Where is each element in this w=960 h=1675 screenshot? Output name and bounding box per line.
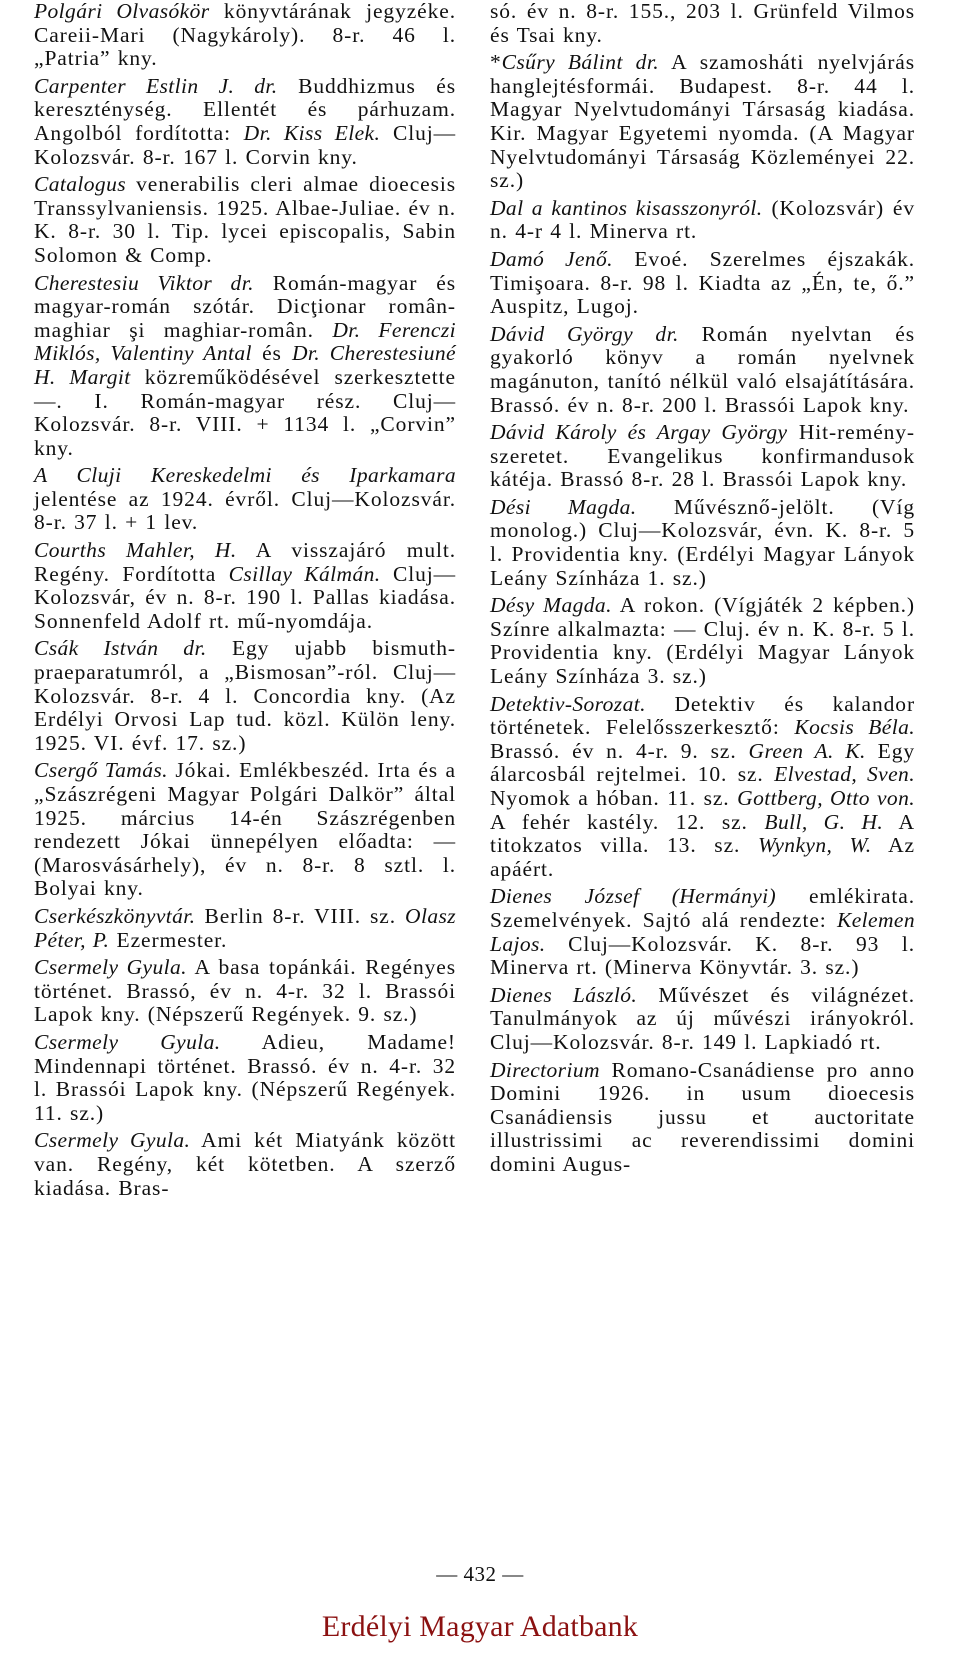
entry-italic-text: Csermely Gyula. xyxy=(34,1128,191,1153)
entry-text: Cluj—Kolozsvár, év n. 8-r. 190 l. Pallas kiadása. Sonnenfeld Adolf rt. mű-nyomdája. xyxy=(34,561,457,633)
bibliography-entry xyxy=(490,693,915,882)
entry-text: A szamosháti nyelvjárás hanglejtésformái. Budapest. 8-r. 44 l. Magyar Nyelvtudományi Társaság kiadása. Kir. Magyar Egyetemi nyomda. (A Magyar Nyelvtudományi Társaság Közleményei 22. sz.) xyxy=(490,50,915,193)
entry-italic-text: A Cluji Kereskedelmi és Iparkamara xyxy=(34,463,456,488)
entry-italic-text: Dienes László. xyxy=(490,982,638,1007)
entry-italic-text: Dávid Károly és Argay György xyxy=(490,420,788,445)
entry-italic-text: Detektiv-Sorozat. xyxy=(490,691,646,716)
entry-italic-text: Kelemen Lajos. xyxy=(490,907,915,956)
entry-text: Ezermester. xyxy=(109,927,228,952)
entry-italic-text: Catalogus xyxy=(34,172,127,197)
entry-text: Egy ujabb bismuth-praeparatumról, a „Bismosan”-ról. Cluj—Kolozsvár. 8-r. 4 l. Concordia kny. (Az Erdélyi Orvosi Lap tud. közl. Külön leny. 1925. VI. évf. 17. sz.) xyxy=(34,636,456,755)
entry-italic-text: Dienes József (Hermányi) xyxy=(490,884,777,909)
footer-brand: Erdélyi Magyar Adatbank xyxy=(321,1610,639,1643)
bibliography-entry xyxy=(34,956,456,1027)
entry-italic-text: Csűry Bálint dr. xyxy=(501,50,659,75)
entry-text: A fehér kastély. 12. sz. xyxy=(490,809,765,834)
entry-text: Berlin 8-r. VIII. sz. xyxy=(195,903,406,928)
entry-text: Egy álarcosbál rejtelmei. 10. sz. xyxy=(490,738,916,787)
entry-italic-text: Dr. Kiss Elek. xyxy=(243,120,381,145)
bibliography-entry xyxy=(34,539,456,633)
bibliography-entry xyxy=(490,594,915,688)
entry-italic-text: Cherestesiu Viktor dr. xyxy=(34,270,254,295)
bibliography-entry xyxy=(34,1129,456,1200)
bibliography-entry xyxy=(34,464,456,535)
entry-text: Detektiv és kalandor történetek. Felelősszerkesztő: xyxy=(490,691,915,740)
bibliography-entry xyxy=(490,0,915,47)
bibliography-entry xyxy=(34,75,456,169)
bibliography-entry xyxy=(490,885,915,979)
entry-text: Ami két Miatyánk között van. Regény, két kötetben. A szerző kiadása. Bras- xyxy=(34,1128,457,1200)
bibliography-entry xyxy=(490,984,915,1055)
entry-italic-text: Directorium xyxy=(490,1057,600,1082)
entry-text: (Kolozsvár) év n. 4-r 4 l. Minerva rt. xyxy=(490,195,915,244)
entry-italic-text: Dal a kantinos kisasszonyról. xyxy=(490,195,763,220)
entry-italic-text: Csák István dr. xyxy=(34,636,207,661)
entry-text: Román-magyar és magyar-román szótár. Dicţionar român-maghiar şi maghiar-român. xyxy=(34,270,456,342)
entry-text: Román nyelvtan és gyakorló könyv a román nyelvnek magánuton, tanító nélkül való elsajátítására. Brassó. év n. 8-r. 200 l. Brassói Lapok kny. xyxy=(490,321,916,417)
bibliography-entry xyxy=(34,173,456,267)
entry-italic-text: Bull, G. H. xyxy=(764,809,884,834)
bibliography-entry xyxy=(490,197,915,244)
entry-italic-text: Dávid György dr. xyxy=(490,321,679,346)
entry-italic-text: Csermely Gyula. xyxy=(34,1029,221,1054)
entry-italic-text: Damó Jenő. xyxy=(490,246,613,271)
entry-text: emlékirata. Szemelvények. Sajtó alá rendezte: xyxy=(490,884,915,932)
entry-italic-text: Green A. K. xyxy=(748,738,866,763)
entry-italic-text: Gottberg, Otto von. xyxy=(737,786,915,810)
bibliography-entry xyxy=(490,421,915,492)
entry-text: Romano-Csanádiense pro anno Domini 1926. in usum dioecesis Csanádiensis jussu et auctoritate illustrissimi ac reverendissimi domini domini Augus- xyxy=(490,1057,915,1176)
entry-text: és xyxy=(251,341,292,366)
bibliography-entry xyxy=(34,0,456,71)
bibliography-entry xyxy=(490,248,915,319)
entry-text: Evoé. Szerelmes éjszakák. Timişoara. 8-r. 98 l. Kiadta az „Én, te, ő.” Auspitz, Lugoj. xyxy=(490,246,915,319)
entry-text: Brassó. év n. 4-r. 9. sz. xyxy=(490,738,749,763)
entry-text: Buddhizmus és kereszténység. Ellentét és párhuzam. Angolból fordította: xyxy=(34,73,457,145)
entry-italic-text: Dési Magda. xyxy=(490,494,637,519)
entry-text: könyvtárának jegyzéke. Careii-Mari (Nagykároly). 8-r. 46 l. „Patria” kny. xyxy=(34,0,456,71)
entry-text: közreműködésével szerkesztette —. I. Román-magyar rész. Cluj—Kolozsvár. 8-r. VIII. + 1134 l. „Corvin” kny. xyxy=(34,364,456,460)
entry-italic-text: Csermely Gyula. xyxy=(34,955,187,980)
bibliography-entry xyxy=(34,905,456,952)
bibliography-entry xyxy=(490,496,915,590)
entry-text: A titokzatos villa. 13. sz. xyxy=(490,809,915,858)
entry-italic-text: Dr. Cherestesiuné H. Margit xyxy=(34,341,456,389)
entry-text: A basa topánkái. Regényes történet. Brassó, év n. 4-r. 32 l. Brassói Lapok kny. (Népszerű Regények. 9. sz.) xyxy=(34,955,457,1027)
entry-italic-text: Csergő Tamás. xyxy=(34,758,168,783)
entry-italic-text: Cserkészkönyvtár. xyxy=(34,903,196,928)
entry-text: Nyomok a hóban. 11. sz. xyxy=(490,786,738,810)
entry-text: só. év n. 8-r. 155., 203 l. Grünfeld Vilmos és Tsai kny. xyxy=(490,0,915,47)
entry-italic-text: Wynkyn, W. xyxy=(758,833,872,858)
bibliography-entry xyxy=(490,323,915,417)
right-column xyxy=(490,0,915,1181)
entry-italic-text: Kocsis Béla. xyxy=(794,715,915,740)
entry-italic-text: Courths Mahler, H. xyxy=(34,538,237,563)
page-number: — 432 — xyxy=(436,1562,524,1586)
entry-text: Cluj—Kolozsvár. K. 8-r. 93 l. Minerva rt. (Minerva Könyvtár. 3. sz.) xyxy=(490,931,915,980)
entry-text: Cluj—Kolozsvár. 8-r. 167 l. Corvin kny. xyxy=(34,120,456,169)
entry-text: Hit-remény-szeretet. Evangelikus konfirmandusok kátéja. Brassó 8-r. 28 l. Brassói Lapok kny. xyxy=(490,420,915,492)
bibliography-entry xyxy=(34,272,456,461)
entry-text: venerabilis cleri almae dioecesis Transsylvaniensis. 1925. Albae-Juliae. év n. K. 8-r. 30 l. Tip. lycei episcopalis, Sabin Solomon & Comp. xyxy=(34,172,456,267)
entry-italic-text: Carpenter Estlin J. dr. xyxy=(34,73,278,98)
entry-text: Jókai. Emlékbeszéd. Irta és a „Szászrégeni Magyar Polgári Dalkör” által 1925. március 14-én Szászrégenben rendezett Jókai ünnepélyen előadta: — (Marosvásárhely), év n. 8-r. 8 sztl. l. Bolyai kny. xyxy=(34,758,456,901)
bibliography-entry xyxy=(490,51,915,193)
entry-text: jelentése az 1924. évről. Cluj—Kolozsvár. 8-r. 37 l. + 1 lev. xyxy=(34,486,456,535)
entry-text: Művésznő-jelölt. (Víg monolog.) Cluj—Kolozsvár, évn. K. 8-r. 5 l. Providentia kny. (Erdélyi Magyar Lányok Leány Színháza 1. sz.) xyxy=(490,494,915,590)
entry-italic-text: Dr. Ferenczi Miklós, Valentiny Antal xyxy=(34,317,457,366)
entry-text: Az apáért. xyxy=(490,833,915,881)
entry-italic-text: Désy Magda. xyxy=(490,593,612,618)
entry-text: A visszajáró mult. Regény. Fordította xyxy=(34,538,456,586)
left-column xyxy=(34,0,456,1204)
bibliography-entry xyxy=(34,759,456,901)
entry-italic-text: Polgári Olvasókör xyxy=(34,0,210,23)
entry-text: A rokon. (Vígjáték 2 képben.) Színre alkalmazta: — Cluj. év n. K. 8-r. 5 l. Providentia kny. (Erdélyi Magyar Lányok Leány Színháza 3. sz.) xyxy=(490,593,915,689)
entry-italic-text: Csillay Kálmán. xyxy=(228,561,381,586)
entry-text: * xyxy=(490,50,502,75)
entry-italic-text: Olasz Péter, P. xyxy=(34,903,456,952)
entry-text: Adieu, Madame! Mindennapi történet. Brassó. év n. 4-r. 32 l. Brassói Lapok kny. (Népszerű Regények. 11. sz.) xyxy=(34,1029,456,1125)
bibliography-entry xyxy=(34,637,456,755)
bibliography-entry xyxy=(34,1031,456,1125)
entry-italic-text: Elvestad, Sven. xyxy=(774,762,915,787)
entry-text: Művészet és világnézet. Tanulmányok az új művészi irányokról. Cluj—Kolozsvár. 8-r. 149 l. Lapkiadó rt. xyxy=(490,982,916,1054)
bibliography-entry xyxy=(490,1059,915,1177)
